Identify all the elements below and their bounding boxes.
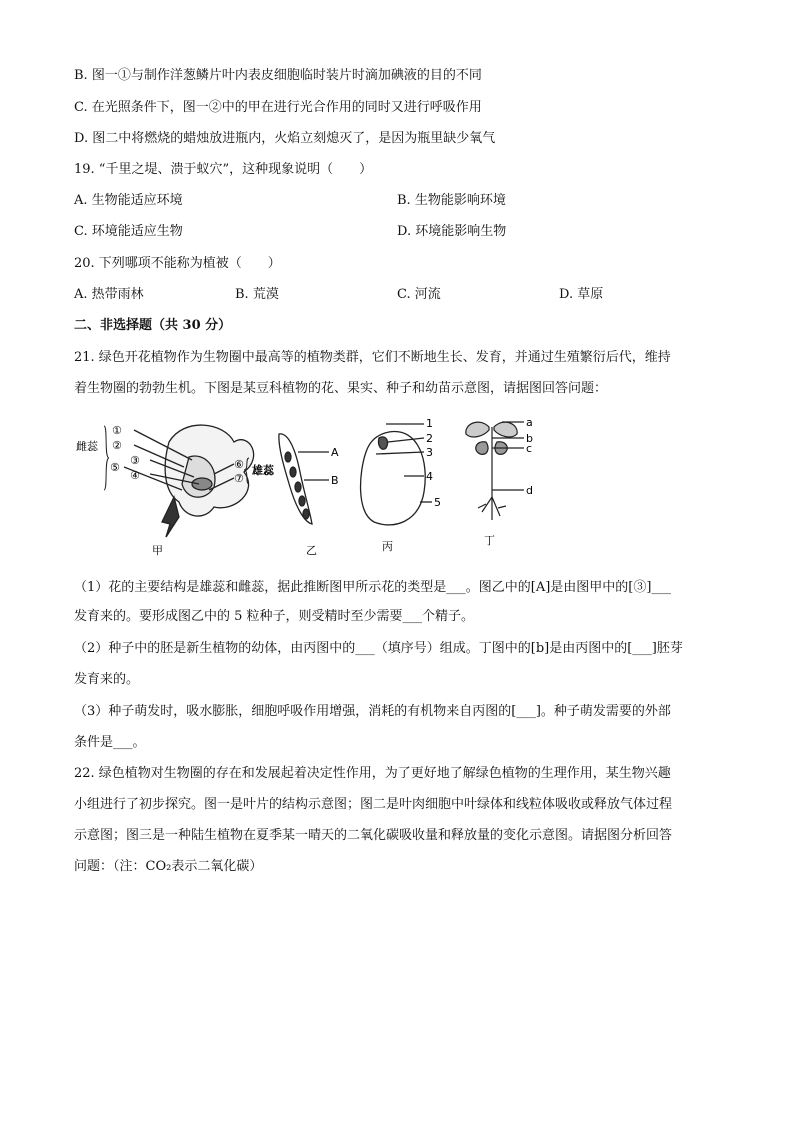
seedling-label-c: c xyxy=(526,442,533,455)
label-ding: 丁 xyxy=(484,534,495,547)
q20-option-b: B. 荒漠 xyxy=(235,287,279,302)
section-heading: 二、非选择题（共 30 分） xyxy=(74,318,232,333)
q21-part1-line2: 发育来的。要形成图乙中的 5 粒种子，则受精时至少需要___个精子。 xyxy=(74,609,475,624)
q21-part2-line1: （2）种子中的胚是新生植物的幼体，由丙图中的___（填序号）组成。丁图中的[b]是由丙图中的[___]胚芽 xyxy=(74,641,683,656)
pod-label-b: B xyxy=(331,474,339,487)
q18-option-c: C. 在光照条件下，图一②中的甲在进行光合作用的同时又进行呼吸作用 xyxy=(74,100,482,115)
q19-option-c: C. 环境能适应生物 xyxy=(74,224,183,239)
flower-label-3: ③ xyxy=(130,454,140,467)
flower-label-2: ② xyxy=(112,439,122,452)
q20-option-a: A. 热带雨林 xyxy=(74,287,144,302)
pistil-brace xyxy=(104,426,109,490)
q20-stem: 20. 下列哪项不能称为植被（ ） xyxy=(74,256,281,271)
q22-line3: 示意图；图三是一种陆生植物在夏季某一晴天的二氧化碳吸收量和释放量的变化示意图。请据图分析回答 xyxy=(74,828,673,843)
q19-option-d: D. 环境能影响生物 xyxy=(397,224,507,239)
pod-label-a: A xyxy=(331,446,339,459)
q22-line1: 22. 绿色植物对生物圈的存在和发展起着决定性作用，为了更好地了解绿色植物的生理作用，某生物兴趣 xyxy=(74,766,671,781)
q22-line2: 小组进行了初步探究。图一是叶片的结构示意图；图二是叶肉细胞中叶绿体和线粒体吸收或释放气体过程 xyxy=(74,797,673,812)
q21-stem-line1: 21. 绿色开花植物作为生物圈中最高等的植物类群，它们不断地生长、发育，并通过生殖繁衍后代，维持 xyxy=(74,350,671,365)
q21-figure xyxy=(74,412,544,560)
q21-part1-line1: （1）花的主要结构是雄蕊和雌蕊，据此推断图甲所示花的类型是___。图乙中的[A]是由图甲中的[③]___ xyxy=(74,580,671,595)
q22-line4: 问题：（注：CO₂表示二氧化碳） xyxy=(74,859,263,874)
label-yi: 乙 xyxy=(306,544,317,557)
q20-option-c: C. 河流 xyxy=(397,287,441,302)
q19-option-a: A. 生物能适应环境 xyxy=(74,193,183,208)
plant-diagram xyxy=(74,412,544,560)
q21-part2-line2: 发育来的。 xyxy=(74,672,140,687)
q21-part3-line1: （3）种子萌发时，吸水膨胀，细胞呼吸作用增强，消耗的有机物来自丙图的[___]。种子萌发需要的外部 xyxy=(74,704,671,719)
stamen-label: 雄蕊 xyxy=(252,464,274,477)
q18-option-b: B. 图一①与制作洋葱鳞片叶内表皮细胞临时装片时滴加碘液的目的不同 xyxy=(74,68,482,83)
flower-label-4: ④ xyxy=(130,469,140,482)
label-jia: 甲 xyxy=(152,544,163,557)
q18-option-d: D. 图二中将燃烧的蜡烛放进瓶内，火焰立刻熄灭了，是因为瓶里缺少氧气 xyxy=(74,131,496,146)
q21-part3-line2: 条件是___。 xyxy=(74,735,146,750)
flower-label-1: ① xyxy=(112,424,122,437)
seedling-label-a: a xyxy=(526,416,533,429)
q19-option-b: B. 生物能影响环境 xyxy=(397,193,506,208)
flower-label-7: ⑦ xyxy=(234,472,244,485)
q19-stem: 19. “千里之堤、溃于蚁穴”，这种现象说明（ ） xyxy=(74,162,373,177)
pistil-label: 雌蕊 xyxy=(76,440,98,453)
seedling-label-b: b xyxy=(526,432,533,445)
pod-diagram xyxy=(279,434,329,524)
seedling-label-d: d xyxy=(526,484,533,497)
q20-option-d: D. 草原 xyxy=(559,287,604,302)
seed-diagram xyxy=(361,424,432,525)
flower-label-6: ⑥ xyxy=(234,458,244,471)
seed-label-2: 2 xyxy=(426,432,433,445)
seedling-diagram xyxy=(466,422,524,520)
seed-label-1: 1 xyxy=(426,417,433,430)
seed-label-4: 4 xyxy=(426,470,433,483)
seed-label-5: 5 xyxy=(434,496,441,509)
label-bing: 丙 xyxy=(382,540,393,553)
flower-label-5: ⑤ xyxy=(110,461,120,474)
q21-stem-line2: 着生物圈的勃勃生机。下图是某豆科植物的花、果实、种子和幼苗示意图，请据图回答问题： xyxy=(74,381,608,396)
seed-label-3: 3 xyxy=(426,446,433,459)
